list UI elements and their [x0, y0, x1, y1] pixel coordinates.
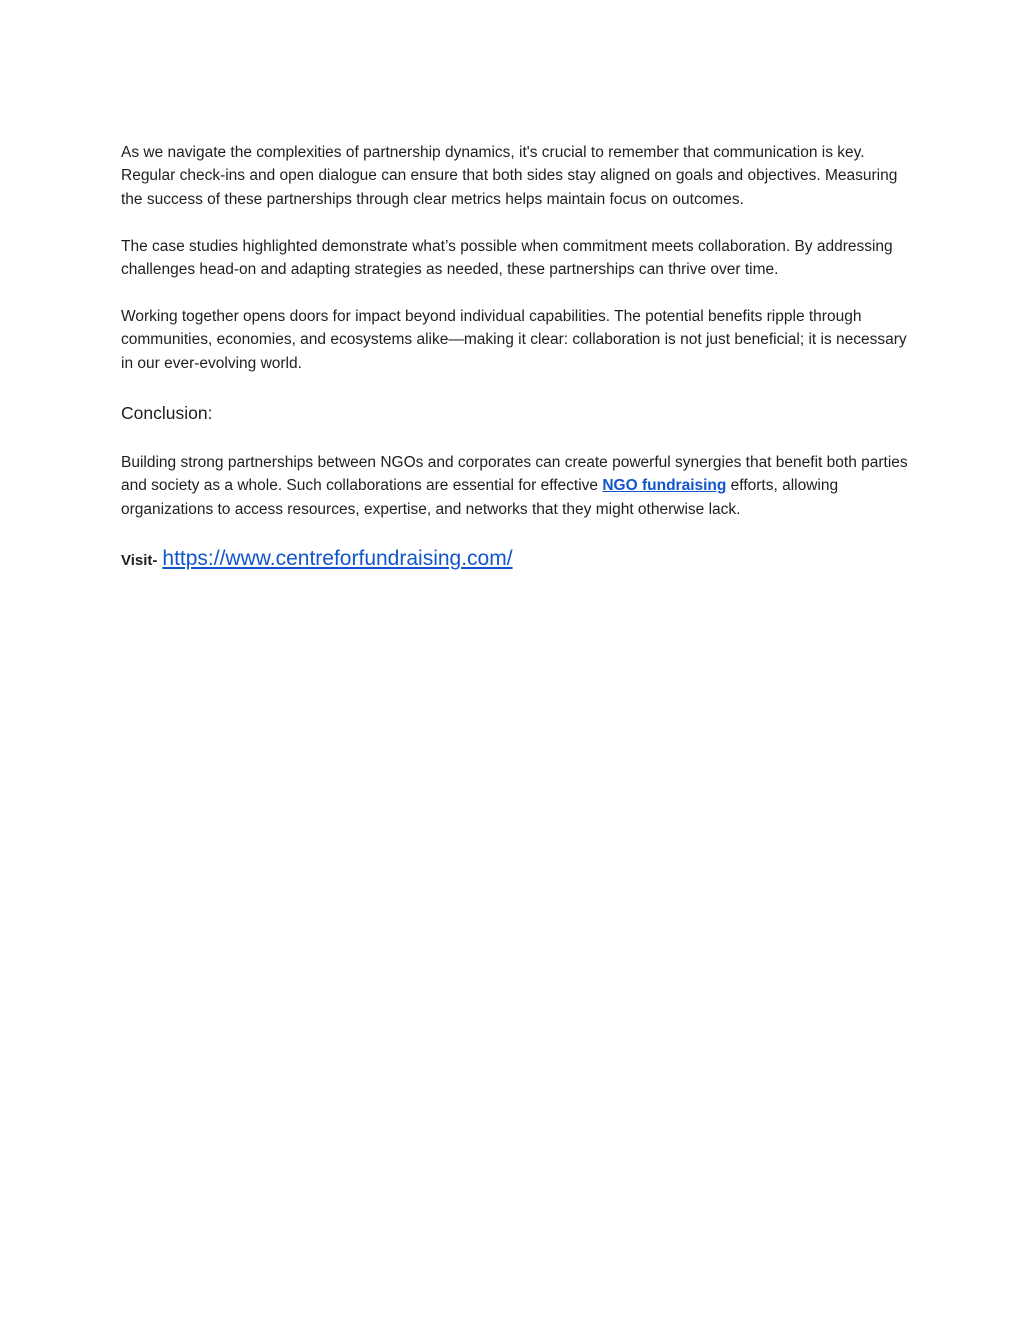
- visit-line: [121, 547, 911, 571]
- conclusion-text-after-link: efforts, allowing organizations to access resources, expertise, and networks that they might otherwise lack.: [121, 477, 839, 518]
- website-link[interactable]: https://www.centreforfundraising.com/: [162, 547, 513, 571]
- conclusion-heading: Conclusion:: [121, 403, 213, 424]
- paragraph-case-studies: The case studies highlighted demonstrate what’s possible when commitment meets collaboration. By addressing challenges head-on and adapting strategies as needed, these partnerships can thrive over time.: [121, 237, 893, 279]
- visit-label: Visit-: [121, 552, 158, 570]
- ngo-fundraising-link[interactable]: NGO fundraising: [602, 477, 727, 495]
- document-body: [121, 141, 911, 571]
- conclusion-text-before-link: Building strong partnerships between NGOs and corporates can create powerful synergies that benefit both parties and society as a whole. Such collaborations are essential for effective: [121, 454, 908, 495]
- paragraph-working-together: Working together opens doors for impact beyond individual capabilities. The potential benefits ripple through communities, economies, and ecosystems alike—making it clear: collaboration is not just beneficial; it is necessary in our ever-evolving world.: [121, 307, 907, 372]
- paragraph-conclusion: [121, 451, 911, 521]
- paragraph-communication: As we navigate the complexities of partnership dynamics, it's crucial to remember that communication is key. Regular check-ins and open dialogue can ensure that both sides stay aligned on goals and objectives. Measuring the success of these partnerships through clear metrics helps maintain focus on outcomes.: [121, 144, 898, 208]
